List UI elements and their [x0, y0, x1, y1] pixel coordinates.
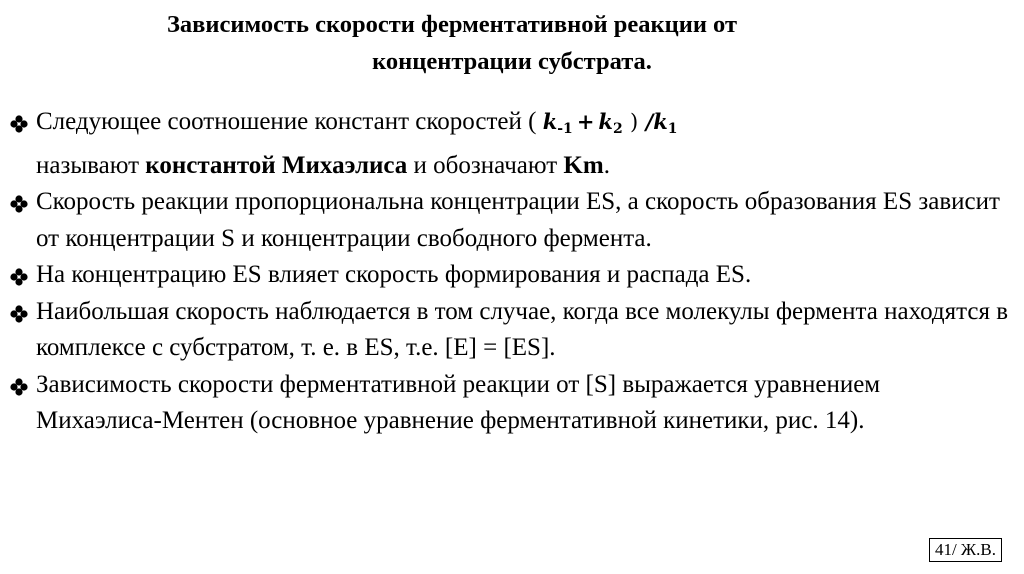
rate-constants-formula — [542, 109, 678, 137]
plus-sign: + — [576, 109, 595, 134]
bullet-item-es-concentration — [9, 257, 1009, 294]
diamond-bullet-icon — [9, 294, 31, 330]
k-minus-1-var: k — [542, 109, 558, 134]
km-term: константой Михаэлиса — [145, 151, 408, 179]
k2-sub: 2 — [612, 121, 623, 137]
k2-var: k — [598, 109, 613, 134]
bullet-1-text-3: и обозначают — [407, 151, 564, 179]
title-line-2: концентрации субстрата. — [372, 48, 652, 75]
diamond-bullet-icon — [9, 257, 31, 293]
bullet-item-max-rate — [9, 294, 1009, 367]
diamond-bullet-icon — [9, 184, 31, 220]
k1-sub: 1 — [667, 121, 678, 137]
diamond-bullet-icon — [9, 367, 31, 403]
bullet-item-km-definition — [9, 104, 1009, 184]
bullet-4-text: Наибольшая скорость наблюдается в том случае, когда все молекулы фермента находятся в комплексе с субстратом, т. е. в ES, т.е. [E] = [ES]. — [36, 297, 1009, 361]
title-line-1: Зависимость скорости ферментативной реакции от — [166, 11, 738, 38]
k-minus-1-sub: -1 — [557, 121, 573, 137]
km-symbol: Km — [563, 151, 604, 179]
diamond-bullet-icon — [9, 104, 31, 140]
bullet-1-text-pre: Следующее соотношение констант скоростей ( — [36, 108, 543, 135]
bullet-item-michaelis-menten — [9, 367, 1009, 440]
bullet-list — [9, 104, 1009, 440]
bullet-2-text: Скорость реакции пропорциональна концентрации ES, а скорость образования ES зависит от концентрации S и концентрации свободного фермента. — [36, 188, 1000, 252]
page-number-badge: 41/ Ж.В. — [929, 538, 1002, 562]
bullet-1-text-2: называют — [36, 151, 146, 179]
slide-title — [0, 6, 1024, 80]
bullet-3-text: На концентрацию ES влияет скорость формирования и распада ES. — [36, 261, 752, 288]
paren-close: ) — [630, 110, 639, 134]
bullet-5-text: Зависимость скорости ферментативной реакции от [S] выражается уравнением Михаэлиса-Ментен (основное уравнение ферментативной кинетики, рис. 14). — [36, 370, 881, 434]
bullet-1-end: . — [603, 151, 610, 179]
k1-var: k — [653, 109, 668, 134]
bullet-item-reaction-rate — [9, 184, 1009, 257]
slash: / — [645, 109, 654, 134]
